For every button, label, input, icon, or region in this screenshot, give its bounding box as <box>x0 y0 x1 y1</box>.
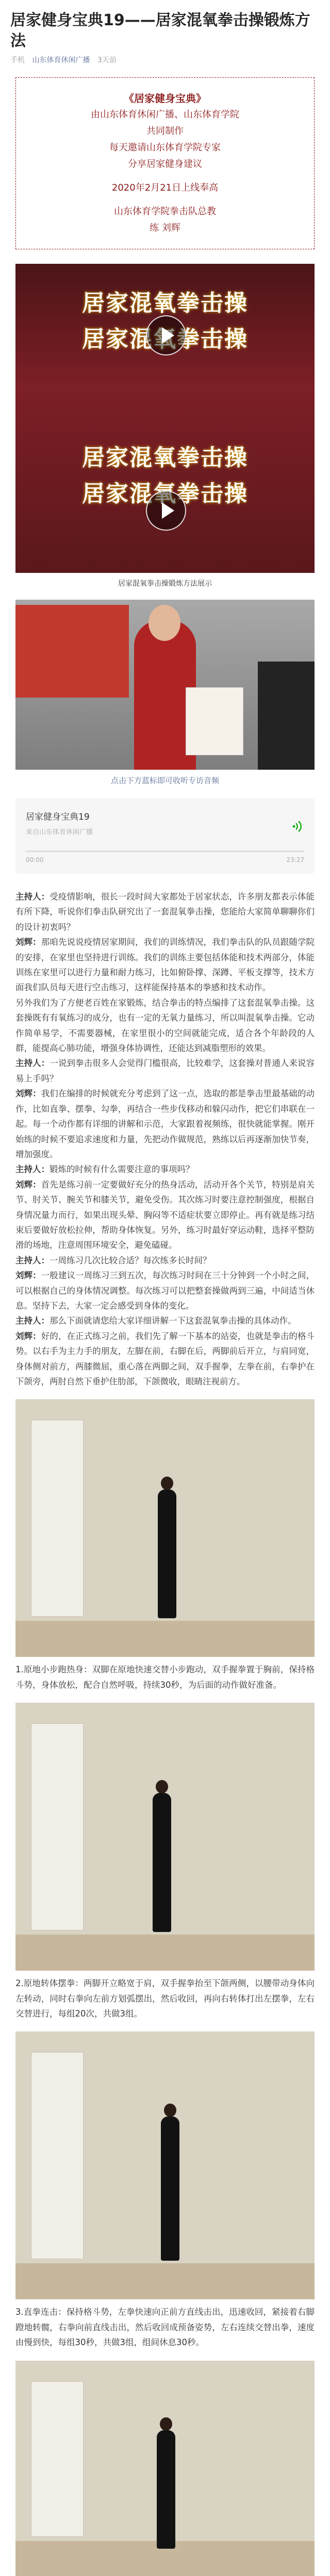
audio-wave-icon[interactable] <box>290 819 305 834</box>
audio-progress-bar[interactable] <box>26 851 304 852</box>
intro-card-line: 由山东体育休闲广播、山东体育学院 <box>91 109 239 120</box>
intro-card-line: 每天邀请山东体育学院专家 <box>109 142 221 153</box>
paragraph-text: 受疫情影响，很长一段时间大家都处于居家状态，许多朋友都表示体能有所下降，听说你们拳击队研究出了一套混氧拳击操，您能给大家简单聊聊你们的设计初衷吗？ <box>15 892 315 932</box>
speaker: 刘辉： <box>15 1270 41 1281</box>
paragraph <box>15 1177 315 1253</box>
video-player[interactable] <box>15 264 315 573</box>
paragraph-text: 一周练习几次比较合适？每次练多长时间？ <box>50 1255 211 1265</box>
meta-origin: 手机 <box>10 56 25 64</box>
speaker: 主持人： <box>15 1316 50 1326</box>
speaker: 主持人： <box>15 1255 50 1265</box>
paragraph-text: 那么下面就请您给大家详细讲解一下这套混氧拳击操的具体动作。 <box>50 1316 296 1326</box>
speaker: 主持人： <box>15 892 50 902</box>
paragraph <box>15 2304 315 2350</box>
coach-photo <box>15 600 315 770</box>
paragraph-text: 1.原地小步跑热身：双脚在原地快速交替小步跑动，双手握拳置于胸前，保持格斗势，身体放松，配合自然呼吸，持续30秒，为后面的动作做好准备。 <box>15 1665 315 1690</box>
intro-card-author: 山东体育学院拳击队总教 <box>114 206 216 217</box>
intro-card-line: 共同制作 <box>146 126 184 137</box>
audio-time-start: 00:00 <box>26 856 44 863</box>
speaker: 刘辉： <box>15 1331 41 1341</box>
paragraph <box>15 1162 315 1177</box>
speaker: 刘辉： <box>15 1089 41 1099</box>
paragraph-text: 锻炼的时候有什么需要注意的事项吗？ <box>50 1164 194 1175</box>
exercise-figure <box>15 2361 315 2576</box>
audio-tip: 点击下方蓝标即可收听专访音频 <box>110 776 219 785</box>
audio-player[interactable] <box>15 798 315 874</box>
play-icon[interactable] <box>146 315 186 355</box>
video-caption: 居家混氧拳击操锻炼方法展示 <box>118 580 212 588</box>
exercise-figure <box>15 2031 315 2299</box>
play-icon[interactable] <box>146 490 186 531</box>
speaker: 刘辉： <box>15 1179 41 1190</box>
video-banner-text: 居家混氧拳击操 <box>82 326 248 352</box>
paragraph-text: 一说到拳击很多人会觉得门槛很高，比较难学，这套操对普通人来说容易上手吗？ <box>15 1058 315 1083</box>
article-title: 居家健身宝典19——居家混氧拳击操锻炼方法 <box>10 11 310 50</box>
video-banner-text: 居家混氧拳击操 <box>82 481 248 507</box>
intro-card <box>15 77 315 249</box>
paragraph <box>15 1253 315 1268</box>
paragraph-text: 好的，在正式练习之前，我们先了解一下基本的站姿，也就是拳击的格斗势。以右手为主力手的朋友，左脚在前，右脚在后，两脚前后开立，与肩同宽，身体侧对前方，两膝微屈，重心落在两脚之间，双手握拳，左拳在前，右拳护在下颌旁，两肘自然下垂护住肋部，下颌微收，眼睛注视前方。 <box>15 1331 315 1386</box>
paragraph <box>15 1056 315 1086</box>
paragraph <box>15 889 315 935</box>
paragraph <box>15 995 315 1056</box>
intro-card-author: 练 刘辉 <box>150 223 180 233</box>
paragraph <box>15 1313 315 1328</box>
speaker: 主持人： <box>15 1058 50 1069</box>
paragraph-text: 我们在编排的时候就充分考虑到了这一点，选取的都是拳击里最基础的动作，比如直拳、摆拳、勾拳，再结合一些步伐移动和躲闪动作，把它们串联在一起。每一个动作都有详细的讲解和示范，大家跟着视频练，很快就能掌握。刚开始练的时候不要追求速度和力量，先把动作做规范，熟练以后再逐渐加快节奏，增加强度。 <box>15 1089 315 1159</box>
paragraph <box>15 1976 315 2021</box>
paragraph-text: 首先是练习前一定要做好充分的热身活动，活动开各个关节，特别是肩关节、肘关节、腕关节和膝关节，避免受伤。其次练习时要注意控制强度，根据自身情况量力而行，如果出现头晕、胸闷等不适症状要立即停止。再有就是练习结束后要做好放松拉伸，帮助身体恢复。另外，练习时最好穿运动鞋，选择平整防滑的场地，注意周围环境安全，避免磕碰。 <box>15 1179 315 1250</box>
paragraph <box>15 1329 315 1389</box>
video-banner-text: 居家混氧拳击操 <box>82 445 248 471</box>
paragraph <box>15 1662 315 1692</box>
paragraph-text: 另外我们为了方便老百姓在家锻炼，结合拳击的特点编排了这套混氧拳击操。这套操既有有氧练习的成分，也有一定的无氧力量练习，所以叫混氧拳击操。它动作简单易学，不需要器械，在家里很小的空间就能完成，适合各个年龄段的人群，能提高心肺功能，增强身体协调性，还能达到减脂塑形的效果。 <box>15 997 315 1054</box>
paragraph <box>15 935 315 995</box>
paragraph-text: 一般建议一周练习三到五次，每次练习时间在三十分钟到一个小时之间，可以根据自己的身体情况调整。每次练习可以把整套操做两到三遍，中间适当休息。坚持下去，大家一定会感受到身体的变化。 <box>15 1270 315 1311</box>
video-banner-text: 居家混氧拳击操 <box>82 290 248 316</box>
paragraph-text: 2.原地转体摆拳：两脚开立略宽于肩，双手握拳抬至下颌两侧，以腰带动身体向左转动，同时右拳向左前方划弧摆出，然后收回，再向右转体打出左摆拳，左右交替进行，每组20次，共做3组。 <box>15 1978 315 2019</box>
article-meta <box>0 52 330 77</box>
paragraph <box>15 1086 315 1162</box>
audio-time-end: 23:27 <box>286 856 304 863</box>
paragraph-text: 3.直拳连击：保持格斗势，左拳快速向正前方直线击出，迅速收回，紧接着右脚蹬地转髋，右拳向前直线击出，然后收回成预备姿势，左右连续交替出拳，速度由慢到快，每组30秒，共做3组，组间休息30秒。 <box>15 2307 315 2348</box>
account-name-link[interactable]: 山东体育休闲广播 <box>32 56 90 64</box>
speaker: 刘辉： <box>15 937 41 947</box>
article-body <box>0 874 330 2576</box>
paragraph-text: 那咱先说说疫情居家期间，我们的训练情况，我们拳击队的队员跟随学院的安排，在家里也坚持进行训练。我们的训练主要包括体能和技术两部分，体能训练在家里可以进行力量和耐力练习，比如俯卧撑、深蹲、平板支撑等，技术方面我们队员每天进行空击练习，这样能保持基本的拳感和技术动作。 <box>15 937 315 993</box>
intro-card-line: 分享居家健身建议 <box>128 159 202 170</box>
audio-subtitle: 来自山东体育休闲广播 <box>26 828 93 836</box>
meta-time: 3天前 <box>97 56 117 64</box>
paragraph <box>15 1268 315 1313</box>
intro-card-date: 2020年2月21日上线奉高 <box>111 182 219 193</box>
exercise-figure <box>15 1399 315 1657</box>
intro-card-title: 《居家健身宝典》 <box>124 92 206 105</box>
speaker: 主持人： <box>15 1164 50 1175</box>
exercise-figure <box>15 1703 315 1971</box>
audio-title: 居家健身宝典19 <box>26 812 90 822</box>
